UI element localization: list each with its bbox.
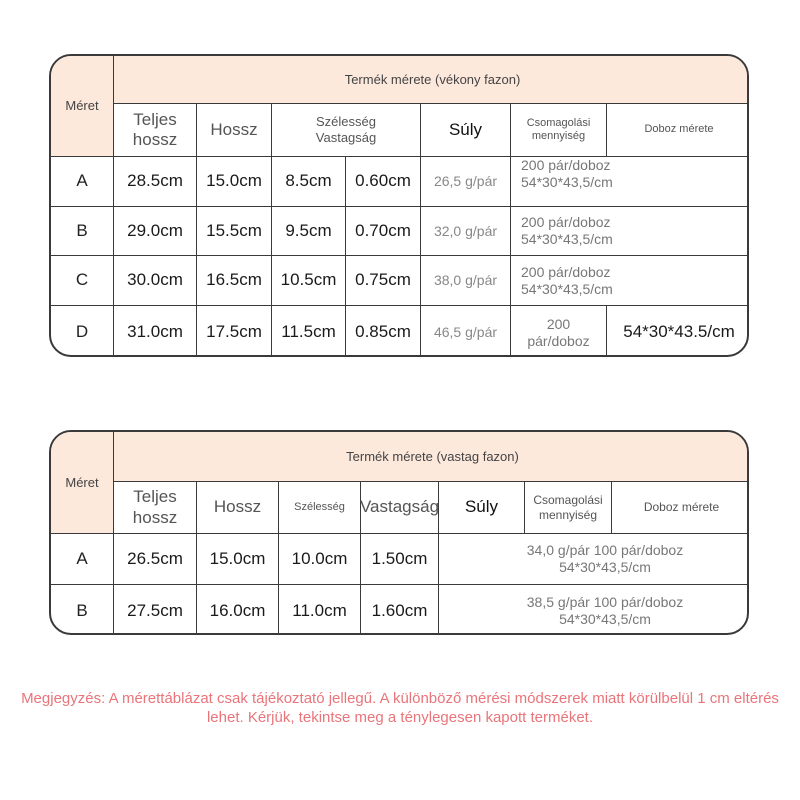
row-d-vastagsag: 0.85cm xyxy=(346,306,421,357)
size-column-header: Méret xyxy=(51,432,114,534)
row-d-doboz: 54*30*43.5/cm xyxy=(623,322,735,342)
header-szelesseg: Szélesség xyxy=(316,114,376,130)
row-c-pack xyxy=(511,256,749,306)
header-hossz: Hossz xyxy=(197,482,279,534)
row-a-vastagsag: 1.50cm xyxy=(361,534,439,585)
row-b-pack-size: 54*30*43,5/cm xyxy=(521,231,613,247)
header-vastagsag: Vastagság xyxy=(315,130,377,145)
header-doboz: Doboz mérete xyxy=(612,482,749,534)
row-c-pack-qty: 200 pár/doboz xyxy=(521,263,611,280)
header-hossz: Hossz xyxy=(197,104,272,157)
row-b-weight-pack xyxy=(439,585,749,635)
row-c-pack-size: 54*30*43,5/cm xyxy=(521,280,613,297)
row-a-hossz: 15.0cm xyxy=(197,157,272,207)
row-a-weight-pack xyxy=(439,534,749,585)
row-a-szelesseg: 10.0cm xyxy=(279,534,361,585)
row-b-teljes-hossz: 27.5cm xyxy=(114,585,197,635)
row-a-size: A xyxy=(51,157,114,207)
row-b-hossz: 15.5cm xyxy=(197,207,272,256)
row-c-hossz: 16.5cm xyxy=(197,256,272,306)
group-header: Termék mérete (vastag fazon) xyxy=(114,432,749,482)
row-d-size: D xyxy=(51,306,114,357)
row-b-teljes-hossz: 29.0cm xyxy=(114,207,197,256)
row-c-szelesseg: 10.5cm xyxy=(272,256,346,306)
row-c-suly: 38,0 g/pár xyxy=(421,256,511,306)
row-b-pack xyxy=(511,207,749,256)
header-suly: Súly xyxy=(421,104,511,157)
row-a-suly: 26,5 g/pár xyxy=(421,157,511,207)
row-d-pack-unit: pár/doboz xyxy=(527,332,590,349)
row-b-vastagsag: 0.70cm xyxy=(346,207,421,256)
row-c-vastagsag: 0.75cm xyxy=(346,256,421,306)
row-d-teljes-hossz: 31.0cm xyxy=(114,306,197,357)
row-d-suly: 46,5 g/pár xyxy=(421,306,511,357)
row-a-vastagsag: 0.60cm xyxy=(346,157,421,207)
row-c-teljes-hossz: 30.0cm xyxy=(114,256,197,306)
size-column-header: Méret xyxy=(51,56,114,157)
row-a-pack xyxy=(511,157,749,207)
disclaimer-note: Megjegyzés: A mérettáblázat csak tájékoztató jellegű. A különböző mérési módszerek miatt körülbelül 1 cm eltérés lehet. Kérjük, tekintse meg a ténylegesen kapott terméket. xyxy=(21,690,779,726)
row-b-szelesseg: 9.5cm xyxy=(272,207,346,256)
row-d-hossz: 17.5cm xyxy=(197,306,272,357)
row-b-box-size: 54*30*43,5/cm xyxy=(559,611,651,627)
row-c-size: C xyxy=(51,256,114,306)
row-b-suly: 32,0 g/pár xyxy=(421,207,511,256)
row-d-pack-qty: 200 xyxy=(546,315,571,332)
group-header: Termék mérete (vékony fazon) xyxy=(114,56,749,104)
row-a-hossz: 15.0cm xyxy=(197,534,279,585)
header-szelesseg-vastagsag xyxy=(272,104,421,157)
header-teljes-hossz: Teljes hossz xyxy=(114,482,197,534)
size-table-thin xyxy=(49,54,749,357)
row-a-weight-qty: 34,0 g/pár 100 pár/doboz xyxy=(526,542,684,559)
row-b-hossz: 16.0cm xyxy=(197,585,279,635)
header-csomagolasi: Csomagolási mennyiség xyxy=(525,482,612,534)
header-suly: Súly xyxy=(439,482,525,534)
row-b-pack-qty: 200 pár/doboz xyxy=(521,214,611,231)
header-teljes-hossz: Teljes hossz xyxy=(114,104,197,157)
row-b-size: B xyxy=(51,585,114,635)
row-b-size: B xyxy=(51,207,114,256)
header-csomagolasi: Csomagolási mennyiség xyxy=(511,104,607,157)
row-b-szelesseg: 11.0cm xyxy=(279,585,361,635)
size-table-thick xyxy=(49,430,749,635)
row-a-pack-size: 54*30*43,5/cm xyxy=(521,173,613,190)
row-b-vastagsag: 1.60cm xyxy=(361,585,439,635)
row-a-teljes-hossz: 28.5cm xyxy=(114,157,197,207)
row-d-pack xyxy=(511,306,607,357)
row-d-szelesseg: 11.5cm xyxy=(272,306,346,357)
row-a-pack-qty: 200 pár/doboz xyxy=(521,157,611,173)
header-szelesseg: Szélesség xyxy=(279,482,361,534)
row-a-size: A xyxy=(51,534,114,585)
row-b-weight-qty: 38,5 g/pár 100 pár/doboz xyxy=(526,594,684,611)
header-vastagsag: Vastagság xyxy=(361,482,439,534)
row-a-box-size: 54*30*43,5/cm xyxy=(559,559,651,575)
row-a-szelesseg: 8.5cm xyxy=(272,157,346,207)
header-doboz: Doboz mérete xyxy=(607,104,749,157)
row-a-teljes-hossz: 26.5cm xyxy=(114,534,197,585)
